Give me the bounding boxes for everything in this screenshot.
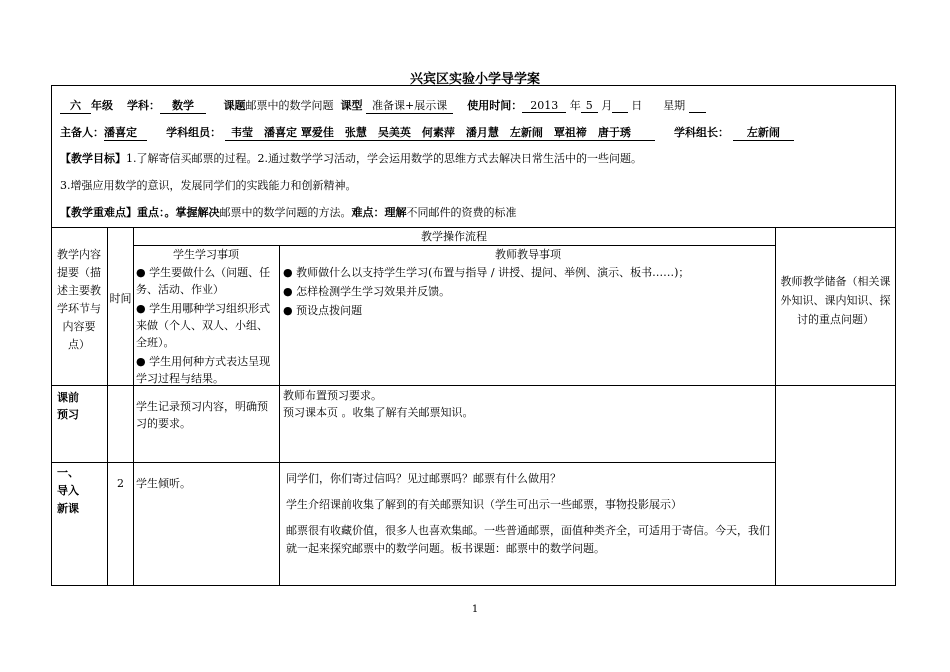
year-label: 年 (569, 99, 581, 112)
student-activity: 学生倾听。 (136, 477, 191, 490)
type-label: 课型 (340, 99, 363, 112)
teacher-item: ● 怎样检测学生学习效果并反馈。 (283, 283, 773, 300)
leader-value: 左新闹 (733, 124, 794, 141)
preparer-label: 主备人： (60, 126, 104, 139)
content-summary-header: 教学内容提要（描述主要教学环节与内容要点） (57, 248, 101, 351)
student-header: 学生学习事项 (173, 248, 239, 261)
teacher-text: 同学们，你们寄过信吗？见过邮票吗？邮票有什么做用？ (286, 472, 561, 485)
student-item: ● 学生用哪种学习组织形式来做（个人、双人、小组、全班）。 (136, 300, 276, 351)
goals-label: 【教学目标】 (60, 152, 126, 165)
section-label: 课前 预习 (57, 391, 79, 421)
week-label: 星期 (663, 99, 686, 112)
student-item: ● 学生用何种方式表达呈现学习过程与结果。 (136, 353, 276, 387)
topic-label: 课题 (223, 99, 246, 112)
header-line-2 (60, 124, 794, 141)
row-divider-2 (51, 462, 775, 463)
reserve-header: 教师教学储备（相关课外知识、课内知识、探讨的重点问题） (780, 275, 891, 326)
difficulty-label: 难点：理解 (351, 206, 407, 219)
teacher-activity (283, 387, 773, 421)
header-line-1 (60, 97, 706, 114)
year-value: 2013 (522, 99, 566, 113)
col-divider-4 (775, 227, 776, 586)
teacher-text: 邮票很有收藏价值，很多人也喜欢集邮。一些普通邮票，面值种类齐全，可适用于寄信。今天，我们就一起来探究邮票中的数学问题。板书课题：邮票中的数学问题。 (286, 524, 770, 555)
grade-value: 六 (60, 97, 91, 114)
student-item: ● 学生要做什么（问题、任务、活动、作业） (136, 264, 276, 298)
goals-line-2: 3.增强应用数学的意识，发展同学们的实践能力和创新精神。 (60, 179, 357, 192)
teacher-item: ● 预设点拨问题 (283, 302, 773, 319)
col-divider-1 (107, 227, 108, 586)
day-label: 日 (631, 99, 643, 112)
time-label: 使用时间： (467, 99, 523, 112)
month-value: 5 (581, 99, 598, 113)
keypoints-label: 【教学重难点】重点：。掌握解决 (60, 206, 220, 219)
members-value: 韦莹 潘喜定 覃爱佳 张慧 吴美英 何素萍 潘月慧 左新闹 覃祖禘 唐于琇 (225, 124, 655, 141)
student-activity: 学生记录预习内容，明确预习的要求。 (136, 400, 268, 430)
teacher-header: 教师教导事项 (495, 248, 561, 261)
difficulty-text: 不同邮件的资费的标准 (406, 206, 517, 219)
goals-text-1: 1.了解寄信买邮票的过程。2.通过数学学习活动，学会运用数学的思维方式去解决日常生活中的一些问题。 (126, 152, 642, 165)
keypoints-line (60, 204, 517, 220)
teacher-item: ● 教师做什么以支持学生学习(布置与指导 / 讲授、提问、举例、演示、板书……)； (283, 264, 773, 281)
teacher-activity (286, 470, 772, 558)
section-label: 一、 导入 新课 (57, 466, 79, 515)
week-blank (689, 99, 707, 113)
student-column (136, 246, 276, 387)
goals-line-1 (60, 150, 642, 166)
teacher-text: 学生介绍课前收集了解到的有关邮票知识（学生可出示一些邮票，事物投影展示） (286, 498, 682, 511)
teacher-text: 教师布置预习要求。 (283, 389, 382, 402)
teacher-column (283, 246, 773, 319)
subject-label: 学科： (127, 99, 160, 112)
time-header: 时间 (109, 292, 132, 305)
col-divider-2 (133, 227, 134, 586)
members-label: 学科组员： (166, 126, 222, 139)
key-text: 邮票中的数学问题的方法。 (219, 206, 352, 219)
col-divider-3 (279, 245, 280, 586)
subject-value: 数学 (160, 97, 206, 114)
time-value: 2 (117, 477, 124, 490)
grade-label: 年级 (91, 99, 113, 112)
topic-value: 邮票中的数学问题 (245, 99, 334, 112)
page-number: 1 (471, 604, 479, 615)
day-blank (612, 99, 628, 113)
teacher-text: 预习课本页 。收集了解有关邮票知识。 (283, 406, 474, 419)
flow-header: 教学操作流程 (421, 230, 487, 243)
type-value: 准备课+展示课 (366, 97, 453, 114)
document-title: 兴宾区实验小学导学案 (409, 72, 540, 87)
month-label: 月 (601, 99, 613, 112)
leader-label: 学科组长： (673, 126, 729, 139)
preparer-value: 潘喜定 (104, 124, 147, 141)
